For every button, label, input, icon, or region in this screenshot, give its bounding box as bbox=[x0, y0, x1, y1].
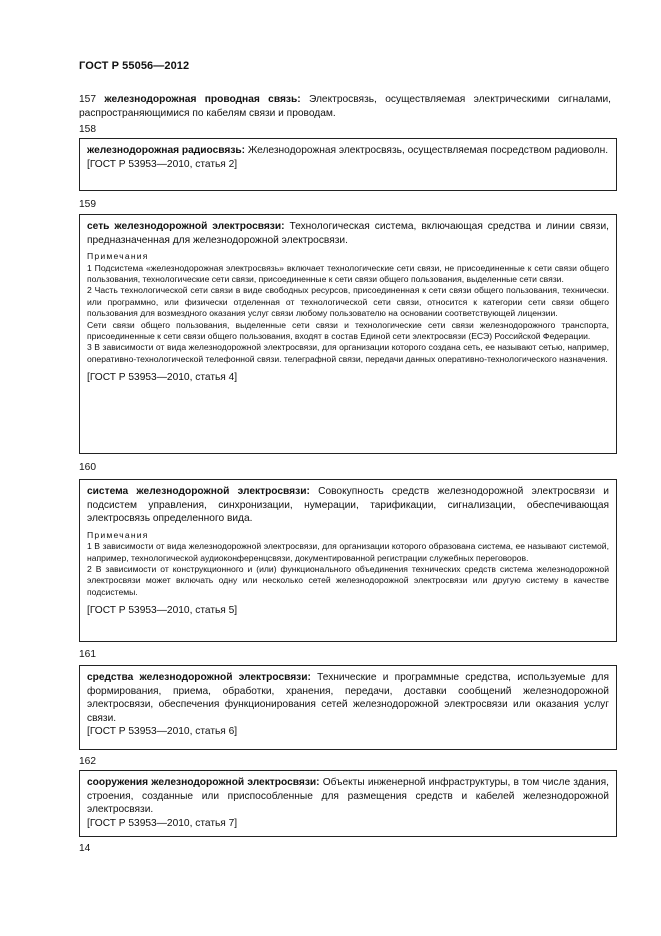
entry-160-note-1: 1 В зависимости от вида железнодорожной электросвязи, для организации которого образована система, ее называют системой, например, технологической аудиоконференцсвязи, документированной регистрации служебных переговоров. bbox=[87, 541, 609, 563]
entry-160-note-2: 2 В зависимости от конструкционного и (или) функционального объединения технических средств система железнодорожной электросвязи может включать одну или несколько сетей железнодорожной электросвязи или другую систему в качестве подсистемы. bbox=[87, 564, 609, 597]
entry-159-note-3: 3 В зависимости от вида железнодорожной электросвязи, для организации которого создана сеть, ее называют сетью, например, оперативно-технологической телефонной связи. телеграфной связи, передачи данных оперативно-технологического назначения. bbox=[87, 342, 609, 364]
entry-160-number: 160 bbox=[79, 462, 96, 473]
entry-159-source: [ГОСТ Р 53953—2010, статья 4] bbox=[87, 372, 238, 384]
entry-159-number: 159 bbox=[79, 199, 96, 210]
entry-158-definition: Железнодорожная электросвязь, осуществляемая посредством радиоволн. bbox=[245, 145, 609, 156]
entry-158-source: [ГОСТ Р 53953—2010, статья 2] bbox=[87, 158, 238, 170]
entry-162-box bbox=[79, 770, 617, 837]
entry-160-term: система железнодорожной электросвязи: bbox=[87, 486, 310, 497]
entry-157 bbox=[79, 93, 611, 120]
entry-158-text bbox=[87, 144, 609, 158]
entry-160-notes-title: Примечания bbox=[87, 529, 149, 540]
entry-161-source: [ГОСТ Р 53953—2010, статья 6] bbox=[87, 726, 238, 738]
entry-157-term: железнодорожная проводная связь: bbox=[104, 94, 301, 105]
entry-158-term: железнодорожная радиосвязь: bbox=[87, 145, 246, 156]
entry-162-definition: Объекты инженерной инфраструктуры, в том числе здания, строения, созданные или приспособленные для размещения средств и кабелей железнодорожной электросвязи. bbox=[87, 777, 609, 816]
entry-159-definition: Технологическая система, включающая средства и линии связи, предназначенная для железнодорожной электросвязи. bbox=[87, 221, 609, 246]
entry-158-number: 158 bbox=[79, 124, 96, 135]
entry-157-number: 157 bbox=[79, 94, 105, 105]
entry-159-note-2b: Сети связи общего пользования, выделенные сети связи и технологические сети связи железнодорожного транспорта, присоединенные к сети связи общего пользования, входят в состав Единой сети электросвязи (ЕСЭ) Российской Федерации. bbox=[87, 319, 609, 342]
entry-161-text bbox=[87, 671, 609, 725]
entry-159-note-1: 1 Подсистема «железнодорожная электросвязь» включает технологические сети связи, не присоединенные к сети связи общего пользования, технологические сети связи, присоединенные к сети связи общего пользования, выделенные сети связи. bbox=[87, 262, 609, 284]
entry-159-term: сеть железнодорожной электросвязи: bbox=[87, 221, 285, 232]
entry-161-box bbox=[79, 665, 617, 750]
entry-160-definition: Совокупность средств железнодорожной электросвязи и подсистем управления, синхронизации, нумерации, тарификации, сигнализации, обеспечивающая электросвязь определенного вида. bbox=[87, 486, 609, 525]
entry-160-source: [ГОСТ Р 53953—2010, статья 5] bbox=[87, 605, 238, 617]
page-number: 14 bbox=[79, 843, 91, 854]
entry-160-box bbox=[79, 479, 617, 642]
entry-159-note-2: 2 Часть технологической сети связи в виде свободных ресурсов, присоединенная к сети связи общего пользования, технически. или программно, или физически отделенная от технологической сети связи, относится к категории сети связи общего пользования для возмездного оказания услуг связи любому пользователю на основании соответствующей лицензии. bbox=[87, 285, 609, 319]
document-header: ГОСТ Р 55056—2012 bbox=[79, 60, 190, 72]
entry-162-term: сооружения железнодорожной электросвязи: bbox=[87, 777, 320, 788]
entry-159-text bbox=[87, 220, 609, 247]
entry-162-number: 162 bbox=[79, 756, 96, 767]
entry-160-text bbox=[87, 485, 609, 526]
entry-157-definition: Электросвязь, осуществляемая электрическими сигналами, распространяющимися по кабелям связи и проводам. bbox=[79, 94, 612, 119]
entry-158-box bbox=[79, 138, 617, 191]
entry-159-box bbox=[79, 214, 617, 454]
entry-159-notes-title: Примечания bbox=[87, 251, 149, 262]
entry-161-definition: Технические и программные средства, используемые для формирования, приема, обработки, хранения, передачи, доставки сообщений железнодорожной электросвязи, обеспечения функционирования сетей железнодорожной электросвязи или оказания услуг связи. bbox=[87, 672, 609, 724]
entry-161-term: средства железнодорожной электросвязи: bbox=[87, 672, 311, 683]
entry-161-number: 161 bbox=[79, 649, 96, 660]
entry-162-text bbox=[87, 776, 609, 817]
entry-162-source: [ГОСТ Р 53953—2010, статья 7] bbox=[87, 817, 238, 829]
